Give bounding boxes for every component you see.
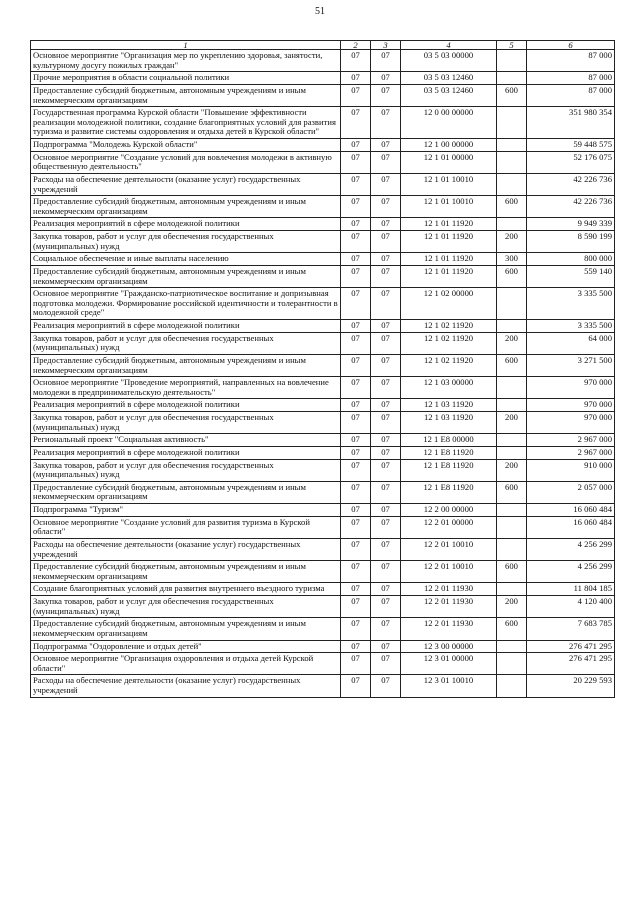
table-row bbox=[31, 516, 615, 538]
row-amount-cell: 16 060 484 bbox=[527, 516, 615, 538]
row-subsection-cell: 07 bbox=[371, 504, 401, 517]
row-amount-cell: 970 000 bbox=[527, 412, 615, 434]
row-section-cell: 07 bbox=[341, 151, 371, 173]
header-col-5: 5 bbox=[497, 41, 527, 50]
row-expense-type-cell: 600 bbox=[497, 265, 527, 287]
row-expense-type-cell bbox=[497, 218, 527, 231]
row-name-cell: Закупка товаров, работ и услуг для обеспечения государственных (муниципальных) нужд bbox=[31, 412, 341, 434]
row-expense-type-cell: 600 bbox=[497, 481, 527, 503]
row-subsection-cell: 07 bbox=[371, 253, 401, 266]
row-name-cell: Государственная программа Курской области "Повышение эффективности реализации молодежной политики, создание благоприятных условий для развития туризма и развитие системы оздоровления и отдыха детей в Курской области" bbox=[31, 107, 341, 139]
table-row bbox=[31, 151, 615, 173]
row-section-cell: 07 bbox=[341, 618, 371, 640]
row-expense-type-cell: 200 bbox=[497, 231, 527, 253]
row-name-cell: Основное мероприятие "Гражданско-патриотическое воспитание и допризывная подготовка молодежи. Формирование российской идентичности и толерантности в молодежной среде" bbox=[31, 288, 341, 320]
row-subsection-cell: 07 bbox=[371, 139, 401, 152]
row-amount-cell: 2 967 000 bbox=[527, 446, 615, 459]
table-row bbox=[31, 412, 615, 434]
row-name-cell: Основное мероприятие "Проведение мероприятий, направленных на вовлечение молодежи в предпринимательскую деятельность" bbox=[31, 377, 341, 399]
row-section-cell: 07 bbox=[341, 253, 371, 266]
row-section-cell: 07 bbox=[341, 504, 371, 517]
row-subsection-cell: 07 bbox=[371, 481, 401, 503]
row-subsection-cell: 07 bbox=[371, 231, 401, 253]
row-section-cell: 07 bbox=[341, 332, 371, 354]
row-name-cell: Основное мероприятие "Создание условий для вовлечения молодежи в активную общественную деятельность" bbox=[31, 151, 341, 173]
table-row bbox=[31, 675, 615, 697]
row-expense-type-cell bbox=[497, 377, 527, 399]
table-row bbox=[31, 459, 615, 481]
table-row bbox=[31, 320, 615, 333]
row-target-article-cell: 12 2 01 11930 bbox=[401, 583, 497, 596]
budget-table bbox=[30, 40, 615, 698]
row-name-cell: Подпрограмма "Оздоровление и отдых детей" bbox=[31, 640, 341, 653]
row-section-cell: 07 bbox=[341, 320, 371, 333]
table-row bbox=[31, 640, 615, 653]
row-amount-cell: 4 120 400 bbox=[527, 596, 615, 618]
row-name-cell: Предоставление субсидий бюджетным, автономным учреждениям и иным некоммерческим организациям bbox=[31, 196, 341, 218]
row-expense-type-cell: 200 bbox=[497, 332, 527, 354]
row-name-cell: Реализация мероприятий в сфере молодежной политики bbox=[31, 399, 341, 412]
row-target-article-cell: 12 1 E8 11920 bbox=[401, 481, 497, 503]
row-section-cell: 07 bbox=[341, 107, 371, 139]
row-name-cell: Закупка товаров, работ и услуг для обеспечения государственных (муниципальных) нужд bbox=[31, 332, 341, 354]
table-row bbox=[31, 446, 615, 459]
row-amount-cell: 910 000 bbox=[527, 459, 615, 481]
row-amount-cell: 87 000 bbox=[527, 72, 615, 85]
row-expense-type-cell bbox=[497, 50, 527, 72]
row-target-article-cell: 12 3 01 10010 bbox=[401, 675, 497, 697]
row-target-article-cell: 03 5 03 12460 bbox=[401, 72, 497, 85]
header-col-1: 1 bbox=[31, 41, 341, 50]
header-col-2: 2 bbox=[341, 41, 371, 50]
row-subsection-cell: 07 bbox=[371, 218, 401, 231]
row-amount-cell: 16 060 484 bbox=[527, 504, 615, 517]
row-subsection-cell: 07 bbox=[371, 596, 401, 618]
row-section-cell: 07 bbox=[341, 218, 371, 231]
row-name-cell: Создание благоприятных условий для развития внутреннего въездного туризма bbox=[31, 583, 341, 596]
table-row bbox=[31, 288, 615, 320]
header-col-3: 3 bbox=[371, 41, 401, 50]
row-name-cell: Предоставление субсидий бюджетным, автономным учреждениям и иным некоммерческим организациям bbox=[31, 84, 341, 106]
row-target-article-cell: 12 1 01 10010 bbox=[401, 173, 497, 195]
row-amount-cell: 8 590 199 bbox=[527, 231, 615, 253]
row-name-cell: Реализация мероприятий в сфере молодежной политики bbox=[31, 446, 341, 459]
row-subsection-cell: 07 bbox=[371, 50, 401, 72]
row-target-article-cell: 12 2 01 11930 bbox=[401, 618, 497, 640]
row-expense-type-cell: 200 bbox=[497, 412, 527, 434]
row-name-cell: Реализация мероприятий в сфере молодежной политики bbox=[31, 320, 341, 333]
row-amount-cell: 4 256 299 bbox=[527, 561, 615, 583]
row-expense-type-cell bbox=[497, 320, 527, 333]
table-row bbox=[31, 196, 615, 218]
row-expense-type-cell bbox=[497, 151, 527, 173]
row-section-cell: 07 bbox=[341, 173, 371, 195]
row-target-article-cell: 12 1 02 11920 bbox=[401, 320, 497, 333]
row-subsection-cell: 07 bbox=[371, 377, 401, 399]
row-expense-type-cell bbox=[497, 538, 527, 560]
row-name-cell: Расходы на обеспечение деятельности (оказание услуг) государственных учреждений bbox=[31, 675, 341, 697]
row-subsection-cell: 07 bbox=[371, 72, 401, 85]
row-name-cell: Расходы на обеспечение деятельности (оказание услуг) государственных учреждений bbox=[31, 173, 341, 195]
row-target-article-cell: 12 3 00 00000 bbox=[401, 640, 497, 653]
row-amount-cell: 3 335 500 bbox=[527, 288, 615, 320]
table-row bbox=[31, 583, 615, 596]
row-name-cell: Предоставление субсидий бюджетным, автономным учреждениям и иным некоммерческим организациям bbox=[31, 265, 341, 287]
row-expense-type-cell: 600 bbox=[497, 354, 527, 376]
table-row bbox=[31, 265, 615, 287]
row-amount-cell: 9 949 339 bbox=[527, 218, 615, 231]
row-amount-cell: 559 140 bbox=[527, 265, 615, 287]
header-col-4: 4 bbox=[401, 41, 497, 50]
row-amount-cell: 3 271 500 bbox=[527, 354, 615, 376]
row-target-article-cell: 12 1 01 00000 bbox=[401, 151, 497, 173]
row-section-cell: 07 bbox=[341, 583, 371, 596]
row-name-cell: Основное мероприятие "Организация оздоровления и отдыха детей Курской области" bbox=[31, 653, 341, 675]
table-row bbox=[31, 653, 615, 675]
table-row bbox=[31, 253, 615, 266]
row-section-cell: 07 bbox=[341, 354, 371, 376]
row-expense-type-cell bbox=[497, 72, 527, 85]
row-target-article-cell: 12 2 01 10010 bbox=[401, 561, 497, 583]
row-amount-cell: 42 226 736 bbox=[527, 196, 615, 218]
row-name-cell: Социальное обеспечение и иные выплаты населению bbox=[31, 253, 341, 266]
row-name-cell: Предоставление субсидий бюджетным, автономным учреждениям и иным некоммерческим организациям bbox=[31, 618, 341, 640]
row-amount-cell: 11 804 185 bbox=[527, 583, 615, 596]
row-target-article-cell: 12 1 02 00000 bbox=[401, 288, 497, 320]
table-row bbox=[31, 332, 615, 354]
table-row bbox=[31, 504, 615, 517]
row-target-article-cell: 03 5 03 00000 bbox=[401, 50, 497, 72]
row-amount-cell: 64 000 bbox=[527, 332, 615, 354]
row-amount-cell: 4 256 299 bbox=[527, 538, 615, 560]
row-expense-type-cell: 600 bbox=[497, 618, 527, 640]
row-name-cell: Подпрограмма "Туризм" bbox=[31, 504, 341, 517]
table-row bbox=[31, 399, 615, 412]
row-subsection-cell: 07 bbox=[371, 653, 401, 675]
row-target-article-cell: 12 3 01 00000 bbox=[401, 653, 497, 675]
page-number: 51 bbox=[315, 6, 325, 17]
row-target-article-cell: 12 1 02 11920 bbox=[401, 332, 497, 354]
table-row bbox=[31, 596, 615, 618]
row-section-cell: 07 bbox=[341, 538, 371, 560]
row-expense-type-cell bbox=[497, 516, 527, 538]
row-name-cell: Закупка товаров, работ и услуг для обеспечения государственных (муниципальных) нужд bbox=[31, 231, 341, 253]
row-section-cell: 07 bbox=[341, 481, 371, 503]
row-target-article-cell: 12 1 01 11920 bbox=[401, 265, 497, 287]
row-section-cell: 07 bbox=[341, 377, 371, 399]
row-subsection-cell: 07 bbox=[371, 332, 401, 354]
table-row bbox=[31, 107, 615, 139]
row-amount-cell: 3 335 500 bbox=[527, 320, 615, 333]
row-expense-type-cell: 200 bbox=[497, 459, 527, 481]
row-section-cell: 07 bbox=[341, 399, 371, 412]
row-expense-type-cell bbox=[497, 107, 527, 139]
row-name-cell: Предоставление субсидий бюджетным, автономным учреждениям и иным некоммерческим организациям bbox=[31, 354, 341, 376]
row-expense-type-cell: 600 bbox=[497, 196, 527, 218]
row-target-article-cell: 12 2 01 00000 bbox=[401, 516, 497, 538]
row-name-cell: Подпрограмма "Молодежь Курской области" bbox=[31, 139, 341, 152]
row-section-cell: 07 bbox=[341, 231, 371, 253]
row-amount-cell: 59 448 575 bbox=[527, 139, 615, 152]
row-subsection-cell: 07 bbox=[371, 173, 401, 195]
table-row bbox=[31, 377, 615, 399]
row-amount-cell: 970 000 bbox=[527, 399, 615, 412]
row-section-cell: 07 bbox=[341, 265, 371, 287]
row-amount-cell: 276 471 295 bbox=[527, 640, 615, 653]
table-row bbox=[31, 72, 615, 85]
row-amount-cell: 52 176 075 bbox=[527, 151, 615, 173]
row-subsection-cell: 07 bbox=[371, 196, 401, 218]
row-name-cell: Предоставление субсидий бюджетным, автономным учреждениям и иным некоммерческим организациям bbox=[31, 481, 341, 503]
row-section-cell: 07 bbox=[341, 459, 371, 481]
row-amount-cell: 276 471 295 bbox=[527, 653, 615, 675]
row-target-article-cell: 12 2 01 10010 bbox=[401, 538, 497, 560]
row-section-cell: 07 bbox=[341, 675, 371, 697]
header-col-6: 6 bbox=[527, 41, 615, 50]
row-section-cell: 07 bbox=[341, 640, 371, 653]
row-expense-type-cell bbox=[497, 288, 527, 320]
table-row bbox=[31, 561, 615, 583]
row-subsection-cell: 07 bbox=[371, 288, 401, 320]
row-expense-type-cell bbox=[497, 640, 527, 653]
row-section-cell: 07 bbox=[341, 561, 371, 583]
row-name-cell: Основное мероприятие "Создание условий для развития туризма в Курской области" bbox=[31, 516, 341, 538]
row-subsection-cell: 07 bbox=[371, 151, 401, 173]
row-subsection-cell: 07 bbox=[371, 399, 401, 412]
row-subsection-cell: 07 bbox=[371, 538, 401, 560]
row-section-cell: 07 bbox=[341, 516, 371, 538]
row-name-cell: Закупка товаров, работ и услуг для обеспечения государственных (муниципальных) нужд bbox=[31, 596, 341, 618]
row-amount-cell: 351 980 354 bbox=[527, 107, 615, 139]
row-expense-type-cell bbox=[497, 653, 527, 675]
row-target-article-cell: 12 0 00 00000 bbox=[401, 107, 497, 139]
row-subsection-cell: 07 bbox=[371, 434, 401, 447]
row-subsection-cell: 07 bbox=[371, 516, 401, 538]
row-subsection-cell: 07 bbox=[371, 459, 401, 481]
row-name-cell: Основное мероприятие "Организация мер по укреплению здоровья, занятости, культурному досугу пожилых граждан" bbox=[31, 50, 341, 72]
table-row bbox=[31, 618, 615, 640]
row-amount-cell: 20 229 593 bbox=[527, 675, 615, 697]
row-target-article-cell: 12 1 E8 00000 bbox=[401, 434, 497, 447]
row-name-cell: Прочие мероприятия в области социальной политики bbox=[31, 72, 341, 85]
row-subsection-cell: 07 bbox=[371, 561, 401, 583]
row-target-article-cell: 12 2 00 00000 bbox=[401, 504, 497, 517]
table-row bbox=[31, 231, 615, 253]
row-amount-cell: 2 057 000 bbox=[527, 481, 615, 503]
row-subsection-cell: 07 bbox=[371, 618, 401, 640]
header-row bbox=[31, 41, 615, 50]
row-expense-type-cell bbox=[497, 139, 527, 152]
row-section-cell: 07 bbox=[341, 196, 371, 218]
row-expense-type-cell: 600 bbox=[497, 561, 527, 583]
row-target-article-cell: 12 1 E8 11920 bbox=[401, 459, 497, 481]
table-row bbox=[31, 434, 615, 447]
row-subsection-cell: 07 bbox=[371, 320, 401, 333]
row-target-article-cell: 12 1 02 11920 bbox=[401, 354, 497, 376]
row-section-cell: 07 bbox=[341, 446, 371, 459]
row-section-cell: 07 bbox=[341, 434, 371, 447]
row-expense-type-cell bbox=[497, 675, 527, 697]
row-target-article-cell: 12 1 01 11920 bbox=[401, 231, 497, 253]
table-row bbox=[31, 84, 615, 106]
table-row bbox=[31, 538, 615, 560]
row-section-cell: 07 bbox=[341, 596, 371, 618]
row-amount-cell: 7 683 785 bbox=[527, 618, 615, 640]
row-expense-type-cell bbox=[497, 173, 527, 195]
row-subsection-cell: 07 bbox=[371, 446, 401, 459]
row-amount-cell: 800 000 bbox=[527, 253, 615, 266]
row-target-article-cell: 12 1 E8 11920 bbox=[401, 446, 497, 459]
row-target-article-cell: 12 1 00 00000 bbox=[401, 139, 497, 152]
table-row bbox=[31, 173, 615, 195]
row-name-cell: Предоставление субсидий бюджетным, автономным учреждениям и иным некоммерческим организациям bbox=[31, 561, 341, 583]
row-amount-cell: 970 000 bbox=[527, 377, 615, 399]
row-target-article-cell: 12 2 01 11930 bbox=[401, 596, 497, 618]
row-subsection-cell: 07 bbox=[371, 640, 401, 653]
row-section-cell: 07 bbox=[341, 288, 371, 320]
row-subsection-cell: 07 bbox=[371, 583, 401, 596]
row-target-article-cell: 12 1 01 10010 bbox=[401, 196, 497, 218]
row-name-cell: Расходы на обеспечение деятельности (оказание услуг) государственных учреждений bbox=[31, 538, 341, 560]
table-row bbox=[31, 218, 615, 231]
row-target-article-cell: 12 1 03 11920 bbox=[401, 412, 497, 434]
row-subsection-cell: 07 bbox=[371, 265, 401, 287]
row-section-cell: 07 bbox=[341, 139, 371, 152]
row-expense-type-cell: 600 bbox=[497, 84, 527, 106]
row-subsection-cell: 07 bbox=[371, 354, 401, 376]
row-section-cell: 07 bbox=[341, 412, 371, 434]
row-section-cell: 07 bbox=[341, 72, 371, 85]
row-expense-type-cell bbox=[497, 434, 527, 447]
row-expense-type-cell bbox=[497, 446, 527, 459]
table-row bbox=[31, 50, 615, 72]
row-subsection-cell: 07 bbox=[371, 675, 401, 697]
row-target-article-cell: 12 1 01 11920 bbox=[401, 218, 497, 231]
row-name-cell: Закупка товаров, работ и услуг для обеспечения государственных (муниципальных) нужд bbox=[31, 459, 341, 481]
row-amount-cell: 87 000 bbox=[527, 50, 615, 72]
row-amount-cell: 87 000 bbox=[527, 84, 615, 106]
row-expense-type-cell: 200 bbox=[497, 596, 527, 618]
row-section-cell: 07 bbox=[341, 84, 371, 106]
row-section-cell: 07 bbox=[341, 653, 371, 675]
row-expense-type-cell: 300 bbox=[497, 253, 527, 266]
row-subsection-cell: 07 bbox=[371, 412, 401, 434]
row-target-article-cell: 03 5 03 12460 bbox=[401, 84, 497, 106]
row-subsection-cell: 07 bbox=[371, 84, 401, 106]
row-name-cell: Региональный проект "Социальная активность" bbox=[31, 434, 341, 447]
row-name-cell: Реализация мероприятий в сфере молодежной политики bbox=[31, 218, 341, 231]
row-target-article-cell: 12 1 03 11920 bbox=[401, 399, 497, 412]
table-row bbox=[31, 139, 615, 152]
row-section-cell: 07 bbox=[341, 50, 371, 72]
row-expense-type-cell bbox=[497, 399, 527, 412]
table-row bbox=[31, 481, 615, 503]
row-target-article-cell: 12 1 01 11920 bbox=[401, 253, 497, 266]
row-amount-cell: 42 226 736 bbox=[527, 173, 615, 195]
row-expense-type-cell bbox=[497, 504, 527, 517]
row-target-article-cell: 12 1 03 00000 bbox=[401, 377, 497, 399]
table-row bbox=[31, 354, 615, 376]
row-amount-cell: 2 967 000 bbox=[527, 434, 615, 447]
row-expense-type-cell bbox=[497, 583, 527, 596]
row-subsection-cell: 07 bbox=[371, 107, 401, 139]
